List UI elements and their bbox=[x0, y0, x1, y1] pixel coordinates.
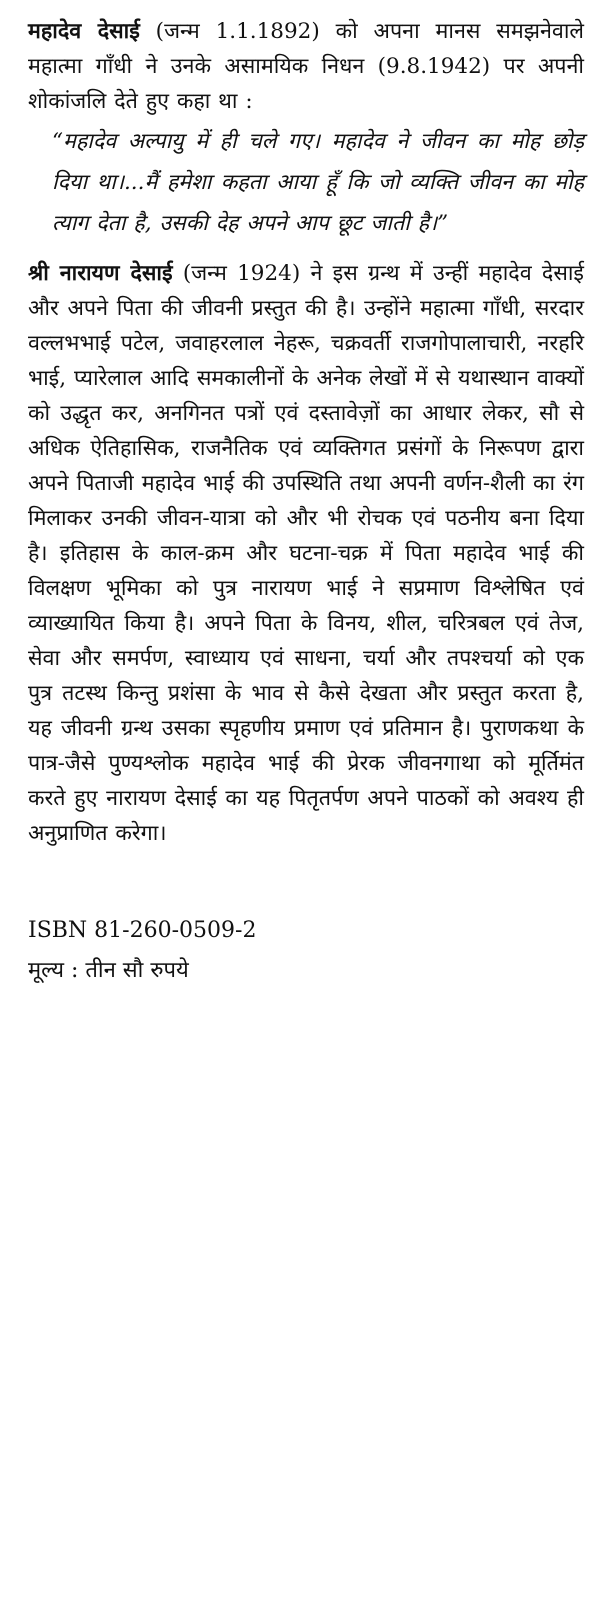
intro-text: (जन्म 1.1.1892) को अपना मानस समझनेवाले महात्मा गाँधी ने उनके असामयिक निधन (9.8.1942) पर अपनी शोकांजलि देते हुए कहा था : bbox=[28, 19, 584, 114]
description-paragraph bbox=[28, 256, 584, 851]
subject-name: महादेव देसाई bbox=[28, 19, 140, 44]
price-line: मूल्य : तीन सौ रुपये bbox=[28, 958, 189, 983]
book-details bbox=[28, 911, 584, 991]
isbn-line: ISBN 81-260-0509-2 bbox=[28, 918, 257, 943]
intro-paragraph bbox=[28, 14, 584, 119]
description-text: (जन्म 1924) ने इस ग्रन्थ में उन्हीं महादेव देसाई और अपने पिता की जीवनी प्रस्तुत की है। उन्होंने महात्मा गाँधी, सरदार वल्लभभाई पटेल, जवाहरलाल नेहरू, चक्रवर्ती राजगोपालाचारी, नरहरि भाई, प्यारेलाल आदि समकालीनों के अनेक लेखों में से यथास्थान वाक्यों को उद्धृत कर, अनगिनत पत्रों एवं दस्तावेज़ों का आधार लेकर, सौ से अधिक ऐतिहासिक, राजनैतिक एवं व्यक्तिगत प्रसंगों के निरूपण द्वारा अपने पिताजी महादेव भाई की उपस्थिति तथा अपनी वर्णन-शैली का रंग मिलाकर उनकी जीवन-यात्रा को और भी रोचक एवं पठनीय बना दिया है। इतिहास के काल-क्रम और घटना-चक्र में पिता महादेव भाई की विलक्षण भूमिका को पुत्र नारायण भाई ने सप्रमाण विश्लेषित एवं व्याख्यायित किया है। अपने पिता के विनय, शील, चरित्रबल एवं तेज, सेवा और समर्पण, स्वाध्याय एवं साधना, चर्या और तपश्चर्या को एक पुत्र तटस्थ किन्तु प्रशंसा के भाव से कैसे देखता और प्रस्तुत करता है, यह जीवनी ग्रन्थ उसका स्पृहणीय प्रमाण एवं प्रतिमान है। पुराणकथा के पात्र-जैसे पुण्यश्लोक महादेव भाई की प्रेरक जीवनगाथा को मूर्तिमंत करते हुए नारायण देसाई का यह पितृतर्पण अपने पाठकों को अवश्य ही अनुप्राणित करेगा। bbox=[28, 261, 584, 846]
gandhi-quote: “महादेव अल्पायु में ही चले गए। महादेव ने जीवन का मोह छोड़ दिया था।...मैं हमेशा कहता आया हूँ कि जो व्यक्ति जीवन का मोह त्याग देता है, उसकी देह अपने आप छूट जाती है।” bbox=[52, 129, 584, 236]
author-name: श्री नारायण देसाई bbox=[28, 261, 173, 286]
